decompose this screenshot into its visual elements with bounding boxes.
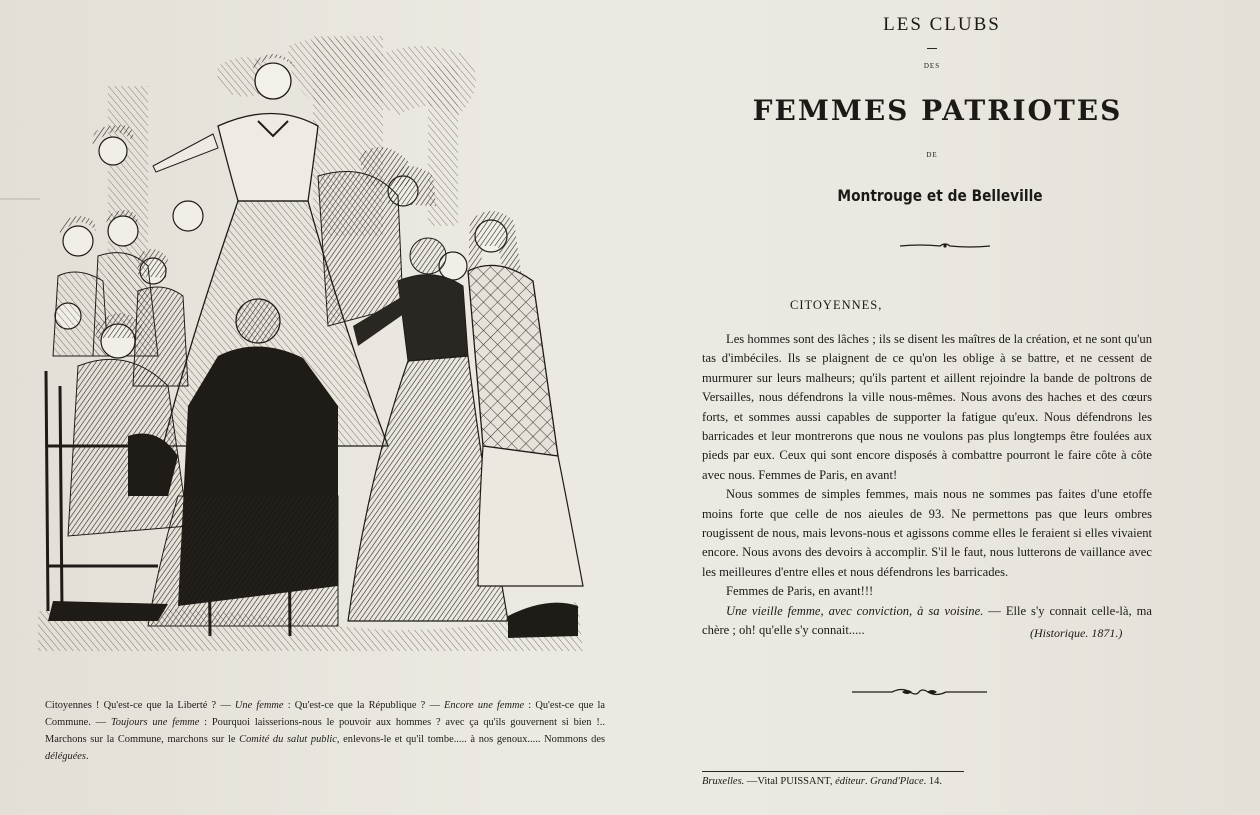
woman-checkered-shawl [468, 211, 583, 586]
caption-text: , enlevons-le et qu'il tombe..... à nos genoux..... Nommons des [336, 734, 605, 745]
women-club-meeting-engraving [38, 26, 598, 651]
pre-title: LES CLUBS [883, 14, 1001, 35]
caption-text: : Qu'est-ce que la République ? — [283, 700, 445, 711]
salutation: CITOYENNES, [790, 298, 883, 312]
de-word: DE [926, 151, 938, 159]
caption-text: : Qu'est-ce que la Commune. — [45, 700, 606, 728]
caption-italic: Comité du salut public [239, 734, 337, 745]
footer-city: Bruxelles. [702, 776, 745, 787]
attribution: (Historique. 1871.) [1030, 626, 1123, 640]
caption-italic: Toujours une femme [110, 717, 200, 728]
caption-text: . [85, 751, 89, 762]
subtitle: Montrouge et de Belleville [837, 186, 1043, 205]
proclamation-text [702, 330, 1152, 641]
paragraph: Les hommes sont des lâches ; ils se disent les maîtres de la création, et ne sont qu'un tas d'imbéciles. Ils se plaignent de ce qu'on les oblige à se battre, et ne cessent de murmurer sur leurs malheurs; qu'ils partent et aillent rejoindre la bande de poltrons de Versailles, nous défendrons la ville nous-mêmes. Nous avons des haches et des cœurs forts, et sommes aussi capables de supporter la fatigue qu'eux. Nous défendrons les barricades et leur montrerons que nous ne voulons pas plus longtemps être foulées aux pieds par eux. Ceux qui sont encore disposés à combattre pourront le faire côte à côte avec nous. Femmes de Paris, en avant! [702, 332, 1152, 482]
footer-number: . 14. [923, 776, 943, 787]
dialogue-text: — Elle s'y connait celle-là, ma chère ; oh! qu'elle s'y connait..... [702, 603, 1152, 638]
illustration-caption [45, 697, 605, 765]
des-word: DES [923, 62, 941, 70]
paragraph: Femmes de Paris, en avant!!! [726, 584, 874, 599]
footer-role: éditeur [835, 776, 865, 787]
engraving-illustration [38, 26, 598, 651]
footer-publisher-name: PUISSANT [780, 776, 830, 787]
tiny-rule [927, 48, 937, 49]
caption-italic: Une femme [234, 700, 284, 711]
ornament-flourish-icon [852, 686, 987, 698]
paragraph: Nous sommes de simples femmes, mais nous ne sommes pas faites d'une etoffe moins forte que celle de nos aieules de 93. Ne permettons pas que leurs ombres rougissent de nous, mais levons-nous et agissons comme elles le feraient si elles vivaient encore. Nous avons des devoirs à accomplir. S'il le faut, nous lutterons de vaillance avec les meilleures d'entre elles et nous défendrons les barricades. [702, 487, 1152, 579]
ornament-divider-icon [900, 241, 990, 251]
caption-text: : Pourquoi laisserions-nous le pouvoir aux hommes ? avec ça qu'ils gouvernent si bien !.. Marchons sur la Commune, marchons sur le [45, 717, 605, 745]
footer-rule [702, 771, 964, 772]
dialogue-speaker: Une vieille femme, avec conviction, à sa voisine. [726, 603, 984, 618]
paper-crease [0, 198, 40, 200]
publisher-footer: Bruxelles. —Vital PUISSANT, éditeur. Grand'Place. 14. [702, 776, 943, 787]
main-title: FEMMES PATRIOTES [752, 94, 1123, 127]
footer-publisher-prefix: —Vital [744, 776, 781, 787]
caption-italic: déléguées [45, 751, 86, 762]
footer-place: Grand'Place [870, 776, 924, 787]
caption-text: Citoyennes ! Qu'est-ce que la Liberté ? — [45, 700, 235, 711]
caption-italic: Encore une femme [444, 700, 525, 711]
